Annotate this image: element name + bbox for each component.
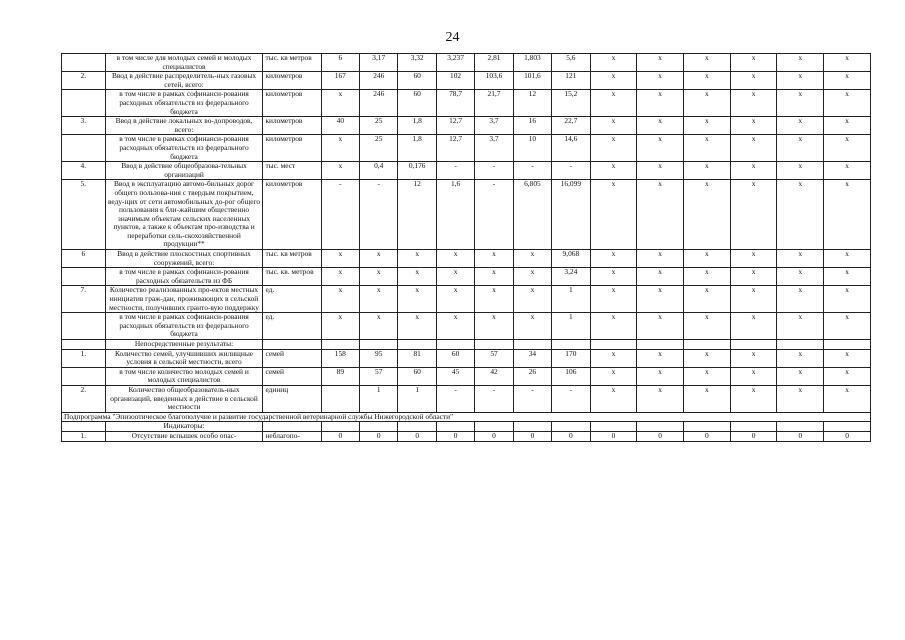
row-number: 6 bbox=[62, 250, 106, 268]
row-number: 1. bbox=[62, 349, 106, 367]
indicator-name: Непосредственные результаты: bbox=[105, 340, 263, 350]
unit-cell: километров bbox=[263, 117, 321, 135]
row-number: 7. bbox=[62, 286, 106, 313]
value-cell: х bbox=[436, 286, 474, 313]
value-cell: х bbox=[684, 367, 731, 385]
value-cell: х bbox=[684, 90, 731, 117]
value-cell: х bbox=[436, 250, 474, 268]
row-number bbox=[62, 90, 106, 117]
value-cell: х bbox=[730, 117, 777, 135]
value-cell: 57 bbox=[360, 367, 398, 385]
table-row bbox=[62, 268, 871, 286]
value-cell: 0 bbox=[321, 431, 359, 441]
value-cell: х bbox=[777, 72, 824, 90]
value-cell bbox=[684, 340, 731, 350]
value-cell: 1,8 bbox=[398, 135, 436, 162]
table-row bbox=[62, 90, 871, 117]
value-cell: 81 bbox=[398, 349, 436, 367]
value-cell: - bbox=[475, 385, 513, 412]
value-cell bbox=[321, 340, 359, 350]
table-row bbox=[62, 135, 871, 162]
value-cell: 57 bbox=[475, 349, 513, 367]
indicator-name: Количество семей, улучшивших жилищные условия в сельской местности, всего bbox=[105, 349, 263, 367]
row-number: 3. bbox=[62, 117, 106, 135]
empty-cell bbox=[263, 422, 321, 432]
value-cell: х bbox=[824, 72, 871, 90]
unit-cell bbox=[263, 340, 321, 350]
indicator-name: в том числе в рамках софинанси-рования расходных обязательств из федерального бюджета bbox=[105, 90, 263, 117]
value-cell: 12,7 bbox=[436, 117, 474, 135]
value-cell: х bbox=[475, 286, 513, 313]
value-cell: 0,4 bbox=[360, 162, 398, 180]
value-cell: 0 bbox=[777, 431, 824, 441]
value-cell bbox=[475, 340, 513, 350]
value-cell: 60 bbox=[436, 349, 474, 367]
indicator-name: в том числе в рамках софинанси-рования расходных обязательств из федерального бюджета bbox=[105, 135, 263, 162]
subprogram-title: Подпрограмма "Эпизоотическое благополучие и развитие государственной ветеринарной службы Нижегородской области" bbox=[62, 412, 871, 422]
value-cell: 170 bbox=[552, 349, 590, 367]
value-cell: 78,7 bbox=[436, 90, 474, 117]
indicator-name: в том числе для молодых семей и молодых специалистов bbox=[105, 54, 263, 72]
value-cell: 3,237 bbox=[436, 54, 474, 72]
empty-cell bbox=[684, 422, 731, 432]
value-cell: х bbox=[360, 286, 398, 313]
value-cell: х bbox=[824, 385, 871, 412]
value-cell: х bbox=[398, 250, 436, 268]
value-cell: х bbox=[513, 250, 551, 268]
value-cell: х bbox=[475, 250, 513, 268]
empty-cell bbox=[730, 422, 777, 432]
value-cell: х bbox=[777, 90, 824, 117]
empty-cell bbox=[637, 422, 684, 432]
empty-cell bbox=[62, 422, 106, 432]
value-cell: х bbox=[684, 180, 731, 250]
value-cell: 10 bbox=[513, 135, 551, 162]
value-cell: х bbox=[637, 286, 684, 313]
value-cell bbox=[590, 340, 637, 350]
value-cell: х bbox=[824, 54, 871, 72]
value-cell: х bbox=[590, 90, 637, 117]
value-cell: х bbox=[824, 286, 871, 313]
value-cell: х bbox=[824, 180, 871, 250]
value-cell: х bbox=[684, 286, 731, 313]
value-cell: - bbox=[475, 162, 513, 180]
value-cell: х bbox=[637, 90, 684, 117]
value-cell bbox=[398, 340, 436, 350]
table-row bbox=[62, 180, 871, 250]
row-number: 2. bbox=[62, 72, 106, 90]
table-row bbox=[62, 313, 871, 340]
value-cell: х bbox=[360, 313, 398, 340]
empty-cell bbox=[475, 422, 513, 432]
unit-cell: тыс. кв метров bbox=[263, 54, 321, 72]
value-cell: х bbox=[824, 268, 871, 286]
value-cell: - bbox=[475, 180, 513, 250]
value-cell: 42 bbox=[475, 367, 513, 385]
row-number bbox=[62, 367, 106, 385]
value-cell: х bbox=[684, 313, 731, 340]
value-cell: х bbox=[824, 117, 871, 135]
value-cell: х bbox=[637, 313, 684, 340]
value-cell: - bbox=[552, 162, 590, 180]
value-cell: 121 bbox=[552, 72, 590, 90]
row-number: 1. bbox=[62, 431, 106, 441]
unit-cell: ед. bbox=[263, 313, 321, 340]
value-cell: х bbox=[777, 162, 824, 180]
row-number: 2. bbox=[62, 385, 106, 412]
value-cell: х bbox=[730, 180, 777, 250]
value-cell: - bbox=[321, 180, 359, 250]
value-cell: х bbox=[590, 54, 637, 72]
empty-cell bbox=[824, 422, 871, 432]
value-cell: х bbox=[590, 385, 637, 412]
value-cell: 40 bbox=[321, 117, 359, 135]
indicator-name: Количество реализованных про-ектов местных инициатив граж-дан, проживающих в сельской местности, получивших грантo-вую поддержку bbox=[105, 286, 263, 313]
value-cell: х bbox=[684, 385, 731, 412]
table-row bbox=[62, 340, 871, 350]
value-cell: х bbox=[777, 349, 824, 367]
value-cell: - bbox=[436, 162, 474, 180]
empty-cell bbox=[321, 422, 359, 432]
value-cell: 9,068 bbox=[552, 250, 590, 268]
value-cell: х bbox=[730, 268, 777, 286]
value-cell: х bbox=[321, 286, 359, 313]
value-cell: 246 bbox=[360, 90, 398, 117]
value-cell: х bbox=[321, 268, 359, 286]
value-cell: х bbox=[824, 349, 871, 367]
value-cell: х bbox=[684, 162, 731, 180]
value-cell: 25 bbox=[360, 135, 398, 162]
value-cell: х bbox=[730, 72, 777, 90]
empty-cell bbox=[436, 422, 474, 432]
value-cell: х bbox=[321, 135, 359, 162]
value-cell: х bbox=[590, 162, 637, 180]
value-cell: х bbox=[321, 250, 359, 268]
value-cell bbox=[777, 340, 824, 350]
value-cell: х bbox=[590, 268, 637, 286]
value-cell: - bbox=[513, 385, 551, 412]
value-cell: х bbox=[637, 367, 684, 385]
value-cell: 1 bbox=[360, 385, 398, 412]
value-cell: х bbox=[637, 54, 684, 72]
value-cell: х bbox=[684, 135, 731, 162]
unit-cell: неблагопо- bbox=[263, 431, 321, 441]
row-number: 5. bbox=[62, 180, 106, 250]
value-cell: х bbox=[824, 90, 871, 117]
value-cell: 167 bbox=[321, 72, 359, 90]
value-cell: 0 bbox=[360, 431, 398, 441]
value-cell: 95 bbox=[360, 349, 398, 367]
value-cell: х bbox=[590, 117, 637, 135]
value-cell: х bbox=[684, 268, 731, 286]
table-row bbox=[62, 286, 871, 313]
value-cell: х bbox=[777, 367, 824, 385]
value-cell: х bbox=[637, 72, 684, 90]
value-cell: х bbox=[730, 135, 777, 162]
value-cell: х bbox=[730, 250, 777, 268]
value-cell: х bbox=[360, 250, 398, 268]
value-cell: х bbox=[730, 54, 777, 72]
value-cell: х bbox=[730, 90, 777, 117]
value-cell: х bbox=[637, 162, 684, 180]
indicator-name: Ввод в действие плоскостных спортивных сооружений, всего: bbox=[105, 250, 263, 268]
unit-cell: километров bbox=[263, 180, 321, 250]
table-row bbox=[62, 250, 871, 268]
empty-cell bbox=[777, 422, 824, 432]
value-cell: х bbox=[637, 268, 684, 286]
indicators-row bbox=[62, 422, 871, 432]
value-cell: 0 bbox=[513, 431, 551, 441]
row-number bbox=[62, 268, 106, 286]
value-cell: 22,7 bbox=[552, 117, 590, 135]
value-cell: 0 bbox=[824, 431, 871, 441]
value-cell: х bbox=[684, 72, 731, 90]
value-cell: 1,8 bbox=[398, 117, 436, 135]
row-number bbox=[62, 54, 106, 72]
value-cell: х bbox=[398, 313, 436, 340]
value-cell: 60 bbox=[398, 72, 436, 90]
value-cell bbox=[824, 340, 871, 350]
value-cell: х bbox=[398, 286, 436, 313]
value-cell: 1,803 bbox=[513, 54, 551, 72]
value-cell: х bbox=[730, 385, 777, 412]
value-cell: 158 bbox=[321, 349, 359, 367]
value-cell: 3,17 bbox=[360, 54, 398, 72]
value-cell: х bbox=[637, 135, 684, 162]
value-cell: х bbox=[513, 268, 551, 286]
value-cell: х bbox=[777, 268, 824, 286]
value-cell: 12,7 bbox=[436, 135, 474, 162]
value-cell: х bbox=[590, 367, 637, 385]
value-cell: 34 bbox=[513, 349, 551, 367]
table-row bbox=[62, 117, 871, 135]
table-row bbox=[62, 431, 871, 441]
value-cell: 246 bbox=[360, 72, 398, 90]
value-cell: 0,176 bbox=[398, 162, 436, 180]
indicator-name: Ввод в эксплуатацию автомо-бильных дорог общего пользова-ния с твердым покрытием, веду-щих от сети автомобильных до-рог общего пользования к бли-жайшим общественно значимым объектам сельских населенных пунктов, а также к объектам про-изводства и переработки сель-скохозяйственной продукции** bbox=[105, 180, 263, 250]
value-cell: х bbox=[777, 385, 824, 412]
value-cell: х bbox=[777, 117, 824, 135]
value-cell: х bbox=[590, 286, 637, 313]
value-cell: х bbox=[637, 250, 684, 268]
value-cell: х bbox=[398, 268, 436, 286]
indicator-name: Ввод в действие локальных во-допроводов, всего: bbox=[105, 117, 263, 135]
unit-cell: семей bbox=[263, 349, 321, 367]
value-cell: 0 bbox=[436, 431, 474, 441]
value-cell: 101,6 bbox=[513, 72, 551, 90]
value-cell: 3,32 bbox=[398, 54, 436, 72]
value-cell: х bbox=[321, 313, 359, 340]
value-cell: х bbox=[321, 90, 359, 117]
empty-cell bbox=[398, 422, 436, 432]
value-cell: х bbox=[475, 313, 513, 340]
value-cell: х bbox=[475, 268, 513, 286]
row-number bbox=[62, 313, 106, 340]
value-cell: 2,81 bbox=[475, 54, 513, 72]
value-cell: х bbox=[590, 135, 637, 162]
value-cell: 26 bbox=[513, 367, 551, 385]
value-cell: х bbox=[513, 313, 551, 340]
indicator-name: Количество общеобразователь-ных организаций, введенных в действие в сельской местности bbox=[105, 385, 263, 412]
value-cell bbox=[637, 340, 684, 350]
empty-cell bbox=[513, 422, 551, 432]
value-cell: х bbox=[637, 117, 684, 135]
empty-cell bbox=[360, 422, 398, 432]
value-cell: х bbox=[777, 286, 824, 313]
value-cell: 0 bbox=[475, 431, 513, 441]
value-cell bbox=[552, 340, 590, 350]
page-number: 24 bbox=[445, 30, 460, 45]
value-cell: 106 bbox=[552, 367, 590, 385]
value-cell: 16 bbox=[513, 117, 551, 135]
table-row bbox=[62, 385, 871, 412]
value-cell: 3,7 bbox=[475, 135, 513, 162]
value-cell: - bbox=[360, 180, 398, 250]
value-cell: х bbox=[824, 313, 871, 340]
value-cell: х bbox=[777, 135, 824, 162]
unit-cell: километров bbox=[263, 90, 321, 117]
value-cell: х bbox=[730, 162, 777, 180]
table-row bbox=[62, 162, 871, 180]
value-cell: х bbox=[777, 54, 824, 72]
value-cell bbox=[436, 340, 474, 350]
value-cell: х bbox=[730, 349, 777, 367]
value-cell: х bbox=[824, 135, 871, 162]
indicators-label: Индикаторы: bbox=[105, 422, 263, 432]
value-cell bbox=[321, 385, 359, 412]
value-cell: х bbox=[730, 367, 777, 385]
table-row bbox=[62, 54, 871, 72]
value-cell: 3,24 bbox=[552, 268, 590, 286]
value-cell bbox=[360, 340, 398, 350]
value-cell: х bbox=[590, 250, 637, 268]
value-cell bbox=[513, 340, 551, 350]
value-cell: х bbox=[684, 250, 731, 268]
empty-cell bbox=[552, 422, 590, 432]
empty-cell bbox=[590, 422, 637, 432]
value-cell: 0 bbox=[730, 431, 777, 441]
value-cell: 60 bbox=[398, 367, 436, 385]
value-cell: 60 bbox=[398, 90, 436, 117]
unit-cell: ед. bbox=[263, 286, 321, 313]
value-cell: х bbox=[777, 250, 824, 268]
value-cell: 14,6 bbox=[552, 135, 590, 162]
value-cell: 1 bbox=[552, 313, 590, 340]
indicator-name: в том числе количество молодых семей и молодых специалистов bbox=[105, 367, 263, 385]
value-cell: х bbox=[824, 162, 871, 180]
value-cell: х bbox=[730, 313, 777, 340]
table-row bbox=[62, 349, 871, 367]
value-cell: 1 bbox=[552, 286, 590, 313]
value-cell: 45 bbox=[436, 367, 474, 385]
indicator-name: в том числе в рамках софинанси-рования расходных обязательств из ФБ bbox=[105, 268, 263, 286]
value-cell: х bbox=[513, 286, 551, 313]
indicator-name: Отсутствие вспышек особо опас- bbox=[105, 431, 263, 441]
value-cell: 6,805 bbox=[513, 180, 551, 250]
value-cell: х bbox=[730, 286, 777, 313]
value-cell: 89 bbox=[321, 367, 359, 385]
value-cell: х bbox=[590, 313, 637, 340]
subprogram-row bbox=[62, 412, 871, 422]
value-cell: 3,7 bbox=[475, 117, 513, 135]
value-cell: 0 bbox=[552, 431, 590, 441]
value-cell: 12 bbox=[513, 90, 551, 117]
value-cell: х bbox=[590, 349, 637, 367]
value-cell: х bbox=[684, 54, 731, 72]
value-cell: х bbox=[637, 349, 684, 367]
value-cell: х bbox=[436, 268, 474, 286]
value-cell: х bbox=[590, 72, 637, 90]
indicators-table bbox=[61, 53, 871, 442]
unit-cell: километров bbox=[263, 72, 321, 90]
value-cell: х bbox=[824, 250, 871, 268]
value-cell: х bbox=[777, 313, 824, 340]
value-cell: 15,2 bbox=[552, 90, 590, 117]
value-cell: х bbox=[637, 180, 684, 250]
unit-cell: километров bbox=[263, 135, 321, 162]
value-cell: 0 bbox=[637, 431, 684, 441]
value-cell: - bbox=[513, 162, 551, 180]
value-cell: 25 bbox=[360, 117, 398, 135]
value-cell: 6 bbox=[321, 54, 359, 72]
value-cell: х bbox=[436, 313, 474, 340]
unit-cell: тыс. кв. метров bbox=[263, 268, 321, 286]
unit-cell: семей bbox=[263, 367, 321, 385]
value-cell: х bbox=[777, 180, 824, 250]
unit-cell: единиц bbox=[263, 385, 321, 412]
value-cell: х bbox=[360, 268, 398, 286]
value-cell: 102 bbox=[436, 72, 474, 90]
table-row bbox=[62, 72, 871, 90]
indicator-name: Ввод в действие общеобразова-тельных организаций bbox=[105, 162, 263, 180]
value-cell: - bbox=[436, 385, 474, 412]
value-cell bbox=[730, 340, 777, 350]
value-cell: х bbox=[684, 349, 731, 367]
value-cell: 5,6 bbox=[552, 54, 590, 72]
row-number bbox=[62, 340, 106, 350]
row-number: 4. bbox=[62, 162, 106, 180]
value-cell: 0 bbox=[398, 431, 436, 441]
value-cell: х bbox=[684, 117, 731, 135]
value-cell: 16,099 bbox=[552, 180, 590, 250]
value-cell: 103,6 bbox=[475, 72, 513, 90]
value-cell: 0 bbox=[590, 431, 637, 441]
unit-cell: тыс. кв метров bbox=[263, 250, 321, 268]
value-cell: х bbox=[637, 385, 684, 412]
value-cell: 12 bbox=[398, 180, 436, 250]
value-cell: х bbox=[824, 367, 871, 385]
value-cell: 1 bbox=[398, 385, 436, 412]
indicator-name: Ввод в действие распределитель-ных газовых сетей, всего: bbox=[105, 72, 263, 90]
value-cell: 0 bbox=[684, 431, 731, 441]
value-cell: 21,7 bbox=[475, 90, 513, 117]
value-cell: х bbox=[321, 162, 359, 180]
value-cell: - bbox=[552, 385, 590, 412]
value-cell: 1,6 bbox=[436, 180, 474, 250]
row-number bbox=[62, 135, 106, 162]
value-cell: х bbox=[590, 180, 637, 250]
indicator-name: в том числе в рамках софинанси-рования расходных обязательств из федерального бюджета bbox=[105, 313, 263, 340]
table-row bbox=[62, 367, 871, 385]
unit-cell: тыс. мест bbox=[263, 162, 321, 180]
